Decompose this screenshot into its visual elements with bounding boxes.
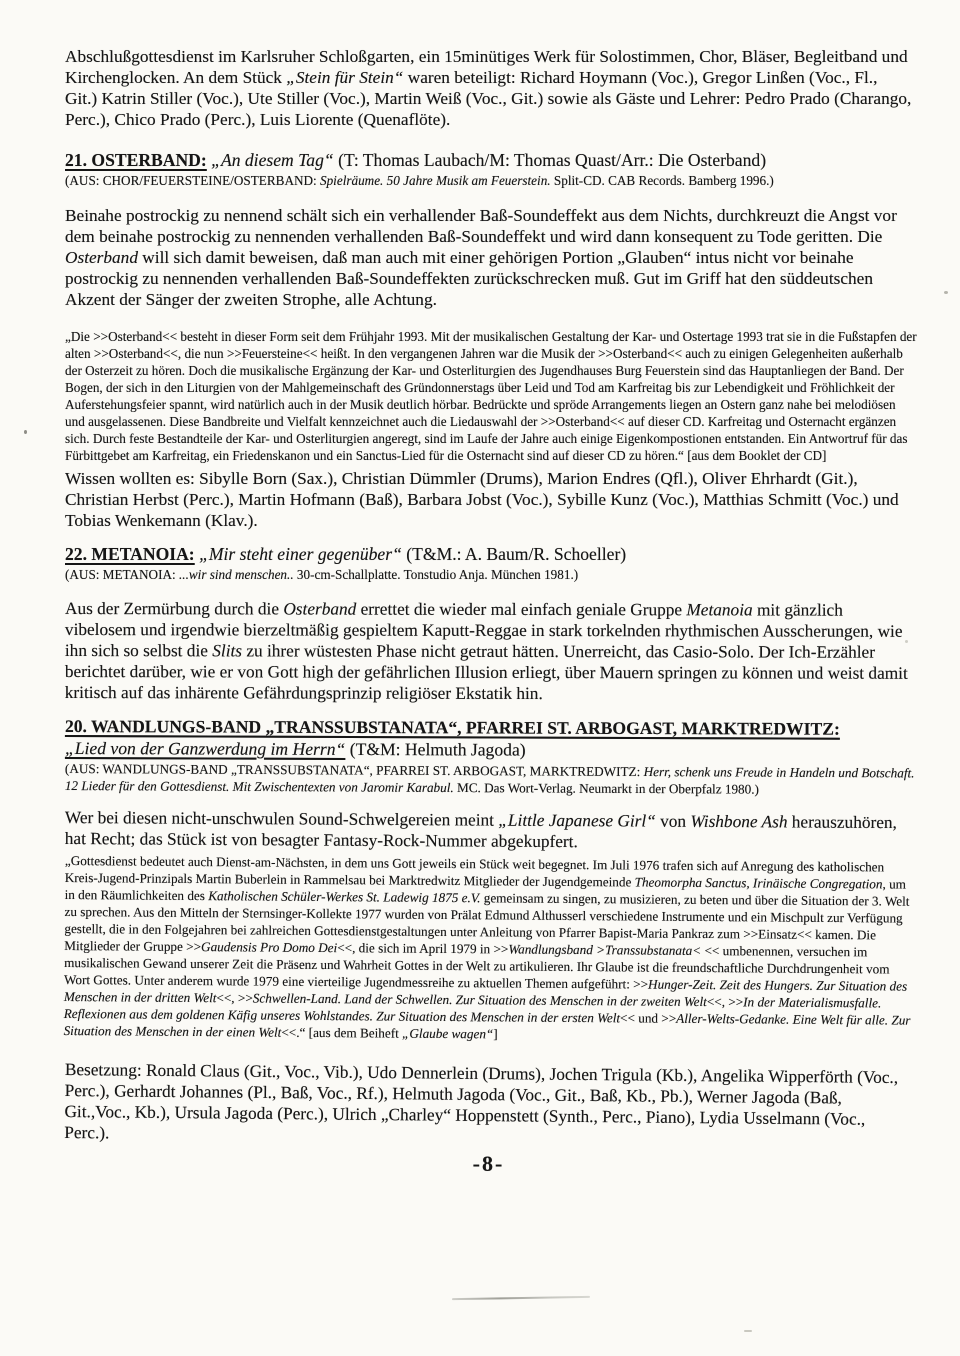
text-segment: (T&M.: A. Baum/R. Schoeller) (401, 544, 627, 564)
heading-22 (65, 544, 912, 565)
text-segment: herauszuhören, hat Recht; das Stück ist von besagter Fantasy-Rock-Nummer abgekupfert. (64, 812, 897, 852)
text-segment: Wissen wollten es: Sibylle Born (Sax.), Christian Dümmler (Drums), Marion Endres (Qfl.), Oliver Ehrhardt (Git.), Christian Herbst (Perc.), Martin Hofmann (Baß), Barbara Jobst (Voc.), Sybille Kunz (Voc.), Matthias Schmitt (Voc.) und Tobias Wenkemann (Klav.). (65, 469, 899, 530)
text-segment: „Die >>Osterband<< besteht in dieser Form seit dem Frühjahr 1993. Mit der musikalischen Gestaltung der Kar- und Ostertage 1993 trat sie in die Fußstapfen der alten >>Osterband<<, die nun >>Feuersteine<< heißt. In den vergangenen Jahren war die Musik der >>Osterband<< auch zu einigen Gelegenheiten außerhalb der Osterzeit zu hören. Doch die musikalische Ergänzung der Kar- und Osterliturgien des Jugendhauses Burg Feuerstein sind das Hauptanliegen der Band. Der Bogen, der sich in den Liturgien von der Mahlgemeinschaft des Gründonnerstags über Leid und Tod am Karfreitag bis zur Lebendigkeit und Fröhlichkeit der Auferstehungsfeier spannt, wird natürlich auch in der Musik deutlich hörbar. Bedrückte und spröde Arrangements liegen an Ostern ganz nahe bei melodiösen und ausgelassenen. Diese Bandbreite und Vielfalt kennzeichnet auch die Liedauswahl der >>Osterband<< auf dieser CD. Karfreitag und Osternacht ergänzen sich. Durch feste Bestandteile der Kar- und Osterliturgien angeregt, sind im Laufe der Jahre auch einige Eigenkompostionen entstanden. Ein Antwortruf für das Fürbittgebet am Karfreitag, ein Friedenskanon und ein Sanctus-Lied für die Osternacht sind auf dieser CD zu hören.“ [aus dem Booklet der CD] (65, 329, 917, 463)
text-segment: von (655, 811, 691, 831)
scan-speck (24, 430, 27, 434)
text-segment: Hunger-Zeit. Zeit des Hungers. Zur Situation des Menschen in der dritten Welt (63, 976, 908, 1006)
text-segment: 20. WANDLUNGS-BAND „TRANSSUBSTANATA“, PFARREI ST. ARBOGAST, MARKTREDWITZ: (64, 716, 840, 739)
text-segment: Wer bei diesen nicht-unschwulen Sound-Schwelgereien meint (64, 808, 499, 830)
page-number (65, 1151, 912, 1177)
review-22 (65, 598, 912, 705)
scan-smudge (452, 1296, 590, 1300)
text-segment: <<.“ [aus dem Beiheft (281, 1024, 403, 1041)
text-segment: Aller-Welts-Gedanke. Eine Welt für alle. Zur Situation des Menschen in der einen Welt (63, 1010, 911, 1040)
text-segment: errettet die wieder mal einfach geniale Gruppe (356, 599, 687, 620)
text-segment: gemeinsam zu singen, zu musizieren, zu beten und über die Situation der 3. Welt zu sprechen. Aus den Mitteln der Sternsinger-Kollekte 1977 wurden von Prälat Edmund Althusserl verschiedene Instrumente und ein Mischpult zur Verfügung gestellt, die in den Folgejahren bei zahlreichen Gottesdienstgestaltungen unter Anleitung von Pfarrer Bapist-Maria Pankraz zum >>Einsatz<< kamen. Die Mitglieder der Gruppe >> (64, 890, 910, 955)
text-segment: << und >> (620, 1010, 677, 1026)
text-segment: ...wir sind menschen.. (178, 567, 294, 582)
text-segment: „Glaube wagen“ (402, 1025, 494, 1042)
text-segment: Beinahe postrockig zu nennend schält sich ein verhallender Baß-Soundeffekt aus dem Nichts, durchkreuzt die Angst vor dem beinahe postrockig zu nennenden verhallenden Baß-Soundeffekt und wird dann konsequent zu Tode geritten. Die (65, 206, 897, 246)
text-segment: 30-cm-Schallplatte. Tonstudio Anja. München 1981.) (293, 567, 579, 582)
review-21 (65, 205, 912, 310)
source-20 (65, 760, 918, 798)
text-segment: Osterband (283, 599, 357, 619)
text-segment: MC. Das Wort-Verlag. Neumarkt in der Oberpfalz 1980.) (453, 780, 759, 797)
text-segment: Metanoia (686, 600, 753, 620)
text-segment: Abschlußgottesdienst im Karlsruher Schloßgarten, ein 15minütiges Werk für Solostimmen, Chor, Bläser, Begleitband und Kirchenglocken. An dem Stück (65, 47, 908, 87)
text-segment: Osterband (65, 248, 138, 267)
text-segment: 21. OSTERBAND: (65, 150, 207, 170)
text-segment: „Lied von der Ganzwerdung im Herrn“ (64, 738, 346, 759)
text-segment: „Gottesdienst bedeutet auch Dienst-am-Nächsten, in dem uns Gott jeweils ein Stück weit begegnet. Im Juli 1976 trafen sich auf Anregung des katholischen Kreis-Jugend-Prinzipals Martin Buberlein in Rammelsau bei Marktredwitz Mitglieder der Jugendgemeinde (64, 852, 885, 890)
heading-20-title (65, 716, 912, 740)
text-segment: << umbenennen, versuchen im musikalischen Gewand unserer Zeit die Präsenz und Wahrheit Gottes in der Welt zu artikulieren. Ihr Glaube ist die freundschaftliche Durchdrungenheit vom Wort Gottes. Unter anderem wurde 1979 eine vierteilige Jugendmessreihe zu aktuellen Themen aufgeführt: >> (63, 942, 890, 992)
text-segment: 22. METANOIA: (65, 544, 195, 564)
review-20 (65, 807, 912, 854)
text-segment: „An diesem Tag“ (211, 150, 334, 170)
text-segment: will sich damit beweisen, daß man auch mit einer gehörigen Portion „Glauben“ intus nicht vor beinahe postrockig zu nennenden verhallenden Baß-Soundeffekten zurückschrecken muß. Gut im Griff hat den süddeutschen Akzent der Sänger der zweiten Strophe, alle Achtung. (65, 248, 873, 309)
text-segment: Theomorpha Sanctus, Irinäische Congregation (634, 874, 883, 892)
booklet-quote-21 (65, 328, 918, 464)
text-segment: (T&M: Helmuth Jagoda) (345, 738, 526, 760)
text-segment: (AUS: METANOIA: (65, 567, 179, 582)
text-segment: Schwellen-Land. Land der Schwellen. Zur Situation des Menschen in der zweiten Welt (252, 990, 707, 1010)
text-segment: , um in den Räumlichkeiten des (64, 876, 907, 904)
text-segment: Spielräume. 50 Jahre Musik am Feuerstein. (319, 173, 551, 188)
text-segment: „Little Japanese Girl“ (498, 810, 656, 831)
text-segment: mit gänzlich vibelosem und irgendwie bierzeltmäßig gespieltem Kaputt-Reggae in stark torkelnden rhythmischen Ausscherungen, wie ihn sich so selbst die (64, 600, 903, 661)
text-segment: Katholischen Schüler-Werkes St. Ladewig 1875 e.V. (208, 888, 481, 906)
heading-21 (65, 150, 912, 171)
text-segment: Gaudensis Pro Domo Dei (201, 939, 338, 956)
text-segment: <<, >> (706, 994, 744, 1010)
text-segment: -8- (472, 1151, 505, 1176)
credits-21 (65, 468, 912, 531)
text-segment: Wishbone Ash (690, 811, 788, 832)
scan-speck (744, 1330, 752, 1332)
text-segment: (AUS: WANDLUNGS-BAND „TRANSSUBSTANATA“, PFARREI ST. ARBOGAST, MARKTREDWITZ: (64, 761, 644, 780)
text-segment: (AUS: CHOR/FEUERSTEINE/OSTERBAND: (65, 173, 320, 188)
text-segment: ] (493, 1026, 498, 1042)
text-segment: <<, die sich im April 1979 in >> (337, 940, 509, 957)
text-segment: Slits (212, 641, 243, 661)
text-segment: „Mir steht einer gegenüber“ (199, 544, 402, 564)
source-21 (65, 172, 918, 189)
text-segment: Herr, schenk uns Freude in Handeln und Botschaft. 12 Lieder für den Gottesdienst. Mit Zwischentexten von Jaromir Karabul. (64, 764, 915, 796)
text-segment: In der Materialismusfalle. Reflexionen aus dem goldenen Käfig unseres Wohlstandes. Zur Situation des Menschen in der ersten Welt (63, 994, 882, 1026)
text-segment: (T: Thomas Laubach/M: Thomas Quast/Arr.: Die Osterband) (333, 150, 767, 170)
text-segment: „Stein für Stein“ (286, 68, 404, 87)
scan-speck (905, 640, 908, 643)
text-segment: Aus der Zermürbung durch die (64, 599, 284, 619)
text-segment: Besetzung: Ronald Claus (Git., Voc., Vib.), Udo Dennerlein (Drums), Jochen Trigula (Kb.), Angelika Wipperförth (Voc., Perc.), Gerhardt Johannes (Pl., Baß, Voc., Rf.), Helmuth Jagoda (Voc., Git., Baß, Kb., Pb.), Werner Jagoda (Baß, Git.,Voc., Kb.), Ursula Jagoda (Perc.), Ulrich „Charley“ Hoppenstett (Synth., Perc., Piano), Lydia Usselmann (Voc., Perc.). (64, 1060, 899, 1143)
booklet-quote-20 (64, 852, 918, 1046)
source-22 (65, 566, 918, 583)
heading-20-subtitle (65, 738, 912, 762)
text-segment: zu ihrer wüstesten Phase nicht getraut hätten. Unerreicht, das Casio-Solo. Der Ich-Erzähler berichtet darüber, wie er von Gott high der gefährlichen Illusion erliegt, über Mauern springen zu können und weist damit kritisch auf das inhärente Gefährdungsprinzip religiöser Ekstatik hin. (64, 641, 908, 704)
text-segment: Wandlungsband >Transsubstanata< (508, 941, 702, 958)
text-segment: <<, >> (216, 990, 253, 1006)
scan-speck (944, 291, 948, 294)
credits-20 (64, 1059, 912, 1151)
text-segment: Split-CD. CAB Records. Bamberg 1996.) (550, 173, 774, 188)
text-segment: waren beteiligt: Richard Hoymann (Voc.), Gregor Linßen (Voc., Fl., Git.) Katrin Stiller (Voc.), Ute Stiller (Voc.), Martin Weiß (Voc., Git.) sowie als Gäste und Lehrer: Pedro Prado (Charango, Perc.), Chico Prado (Perc.), Luis Liorente (Quenaflöte). (65, 68, 912, 129)
intro-paragraph (65, 46, 912, 130)
